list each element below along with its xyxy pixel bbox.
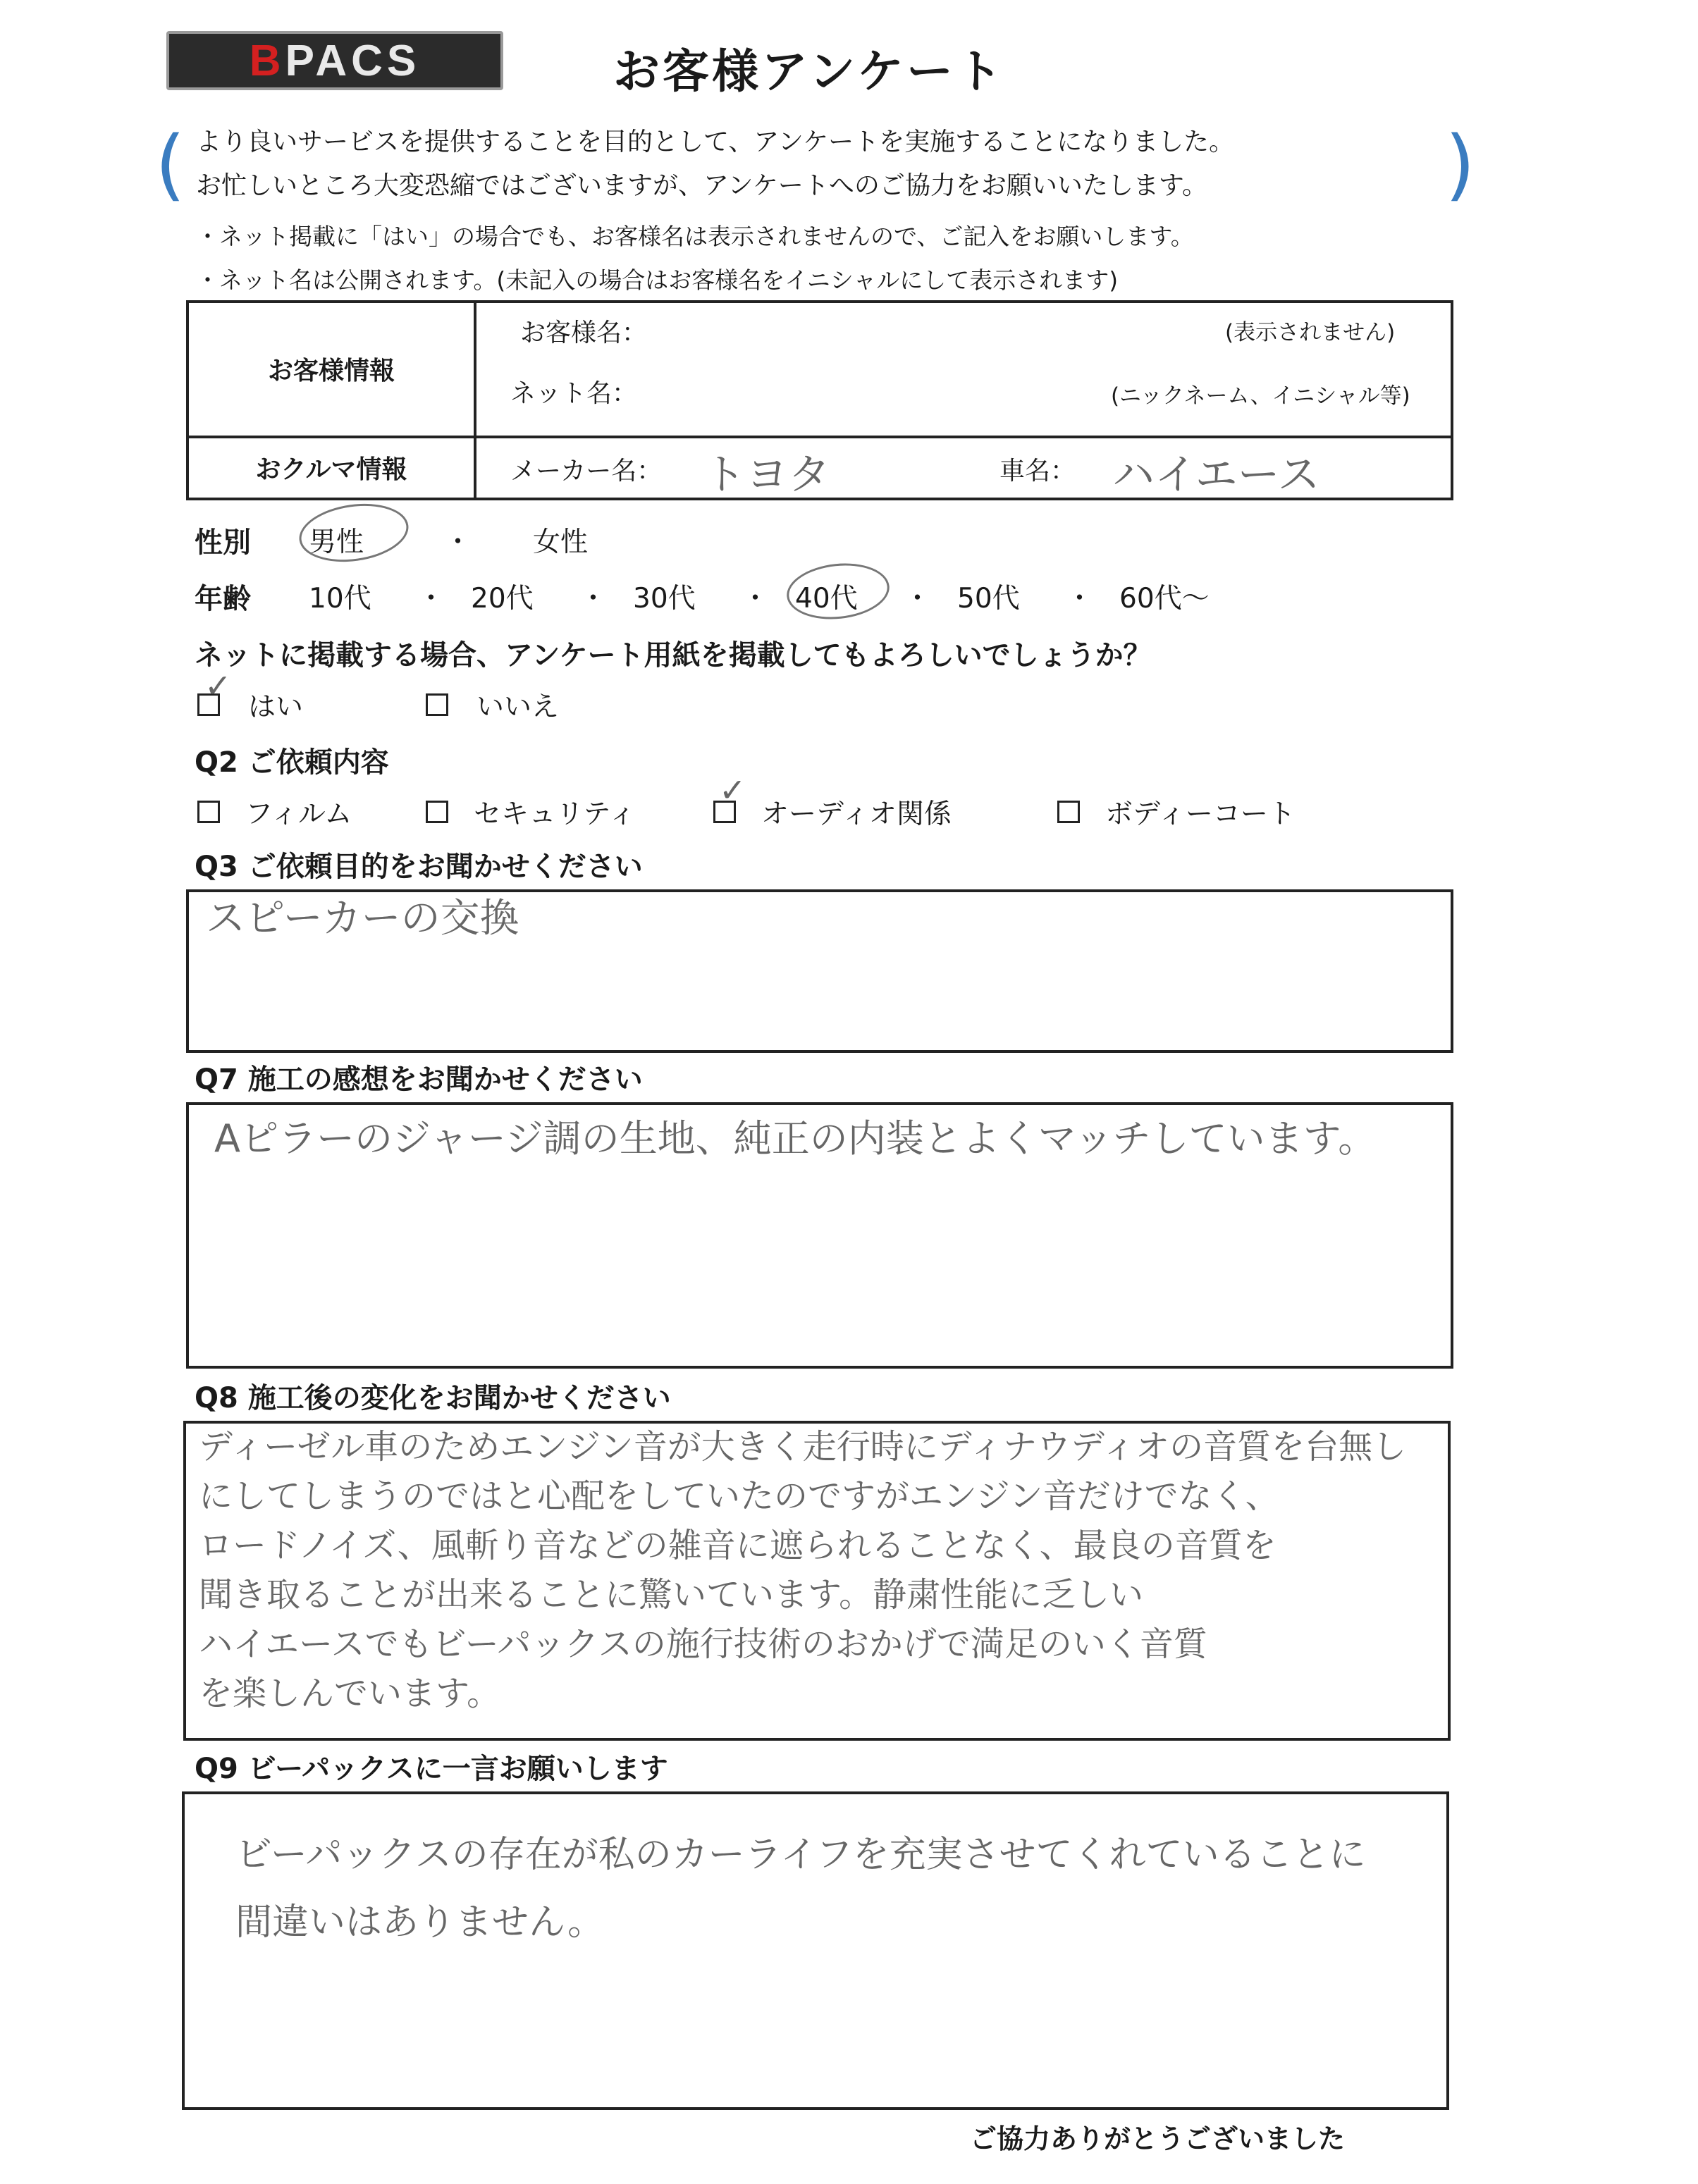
q8-answer: ディーゼル車のためエンジン音が大きく走行時にディナウディオの音質を台無し にしてしまうのではと心配をしていたのですがエンジン音だけでなく、 ロードノイズ、風斬り音などの雑音に遮られることなく、最良の音質を 聞き取ることが出来ることに驚いています。静粛性能に乏しい ハイエースでもビーパックスの施行技術のおかげで満足のいく音質 を楽しんでいます。: [199, 1427, 1407, 1713]
q8-title: Q8 施工後の変化をお聞かせください: [195, 1382, 671, 1414]
q2-option-security[interactable]: [426, 792, 636, 832]
intro-line-1: より良いサービスを提供することを目的として、アンケートを実施することになりました。: [196, 128, 1235, 156]
note-line-2: ・ネット名は公開されます。(未記入の場合はお客様名をイニシャルにして表示されます): [196, 266, 1119, 294]
q7-answer-box[interactable]: [186, 1102, 1453, 1369]
age-separator: ・: [742, 583, 770, 615]
age-separator: ・: [579, 583, 608, 615]
age-option-20s[interactable]: 20代: [471, 583, 534, 615]
car-info-label: おクルマ情報: [255, 455, 407, 484]
maker-value: トヨタ: [703, 450, 830, 500]
net-name-hint: (ニックネーム、イニシャル等): [1111, 383, 1410, 409]
publish-option-yes-label: はい: [248, 691, 304, 723]
footer-thanks: ご協力ありがとうございました: [970, 2123, 1346, 2154]
age-option-60s-plus[interactable]: 60代～: [1119, 583, 1210, 615]
gender-label: 性別: [195, 526, 251, 559]
q2-option-body-coat[interactable]: [1057, 792, 1296, 832]
age-separator: ・: [417, 583, 445, 615]
customer-info-label: お客様情報: [267, 357, 395, 385]
maker-label: メーカー名：: [510, 457, 663, 486]
checkbox-film[interactable]: [197, 801, 220, 823]
check-mark-icon: ✓: [204, 667, 232, 705]
age-option-30s[interactable]: 30代: [633, 583, 696, 615]
q2-option-security-label: セキュリティ: [474, 798, 636, 830]
age-label: 年齢: [195, 583, 251, 615]
gender-separator: ・: [444, 526, 472, 558]
table-horizontal-divider: [189, 436, 1451, 438]
publish-question: ネットに掲載する場合、アンケート用紙を掲載してもよろしいでしょうか？: [195, 639, 1152, 672]
q3-answer: スピーカーの交換: [206, 896, 519, 942]
age-separator: ・: [1066, 583, 1094, 615]
q8-answer-box[interactable]: [183, 1421, 1451, 1741]
logo-letter-b: B: [249, 36, 285, 85]
customer-name-label: お客様名：: [520, 319, 648, 347]
age-option-40s[interactable]: 40代: [795, 583, 858, 615]
q7-title: Q7 施工の感想をお聞かせください: [195, 1063, 643, 1096]
intro-line-2: お忙しいところ大変恐縮ではございますが、アンケートへのご協力をお願いいたします。: [196, 171, 1207, 200]
left-bracket-decoration: (: [155, 119, 185, 209]
gender-option-female[interactable]: 女性: [533, 526, 589, 558]
q2-option-film[interactable]: [197, 792, 352, 832]
q2-title: Q2 ご依頼内容: [195, 746, 389, 779]
checkbox-body-coat[interactable]: [1057, 801, 1080, 823]
car-name-value: ハイエース: [1112, 450, 1320, 500]
checkbox-no[interactable]: [426, 693, 448, 716]
q2-option-audio[interactable]: [713, 792, 952, 832]
check-mark-icon: ✓: [719, 771, 746, 809]
q9-answer: ビーパックスの存在が私のカーライフを充実させてくれていることに 間違いはありません。: [235, 1834, 1366, 1944]
age-separator: ・: [904, 583, 932, 615]
car-name-label: 車名：: [999, 457, 1076, 486]
q9-answer-box[interactable]: [182, 1791, 1449, 2110]
net-name-label: ネット名：: [510, 379, 638, 408]
q3-title: Q3 ご依頼目的をお聞かせください: [195, 851, 643, 883]
publish-option-no-label: いいえ: [476, 691, 560, 723]
customer-name-hint: (表示されません): [1225, 320, 1396, 345]
q2-option-audio-label: オーディオ関係: [761, 798, 952, 830]
publish-option-no[interactable]: [426, 685, 559, 724]
checkbox-security[interactable]: [426, 801, 448, 823]
gender-option-male[interactable]: 男性: [309, 526, 364, 558]
q7-answer: Aピラーのジャージ調の生地、純正の内装とよくマッチしています。: [214, 1116, 1377, 1161]
age-option-10s[interactable]: 10代: [309, 583, 371, 615]
info-table: [186, 300, 1453, 500]
q2-option-film-label: フィルム: [245, 798, 352, 830]
logo-text: PACS: [285, 36, 421, 85]
note-line-1: ・ネット掲載に「はい」の場合でも、お客様名は表示されませんので、ご記入をお願いします。: [196, 223, 1194, 250]
table-vertical-divider: [474, 303, 476, 498]
right-bracket-decoration: ): [1445, 119, 1475, 209]
q2-option-body-coat-label: ボディーコート: [1105, 798, 1296, 830]
bpacs-logo: [166, 31, 503, 90]
q9-title: Q9 ビーパックスに一言お願いします: [195, 1753, 668, 1785]
age-option-50s[interactable]: 50代: [957, 583, 1020, 615]
q3-answer-box[interactable]: [186, 889, 1453, 1053]
page-title: お客様アンケート: [613, 44, 1006, 99]
